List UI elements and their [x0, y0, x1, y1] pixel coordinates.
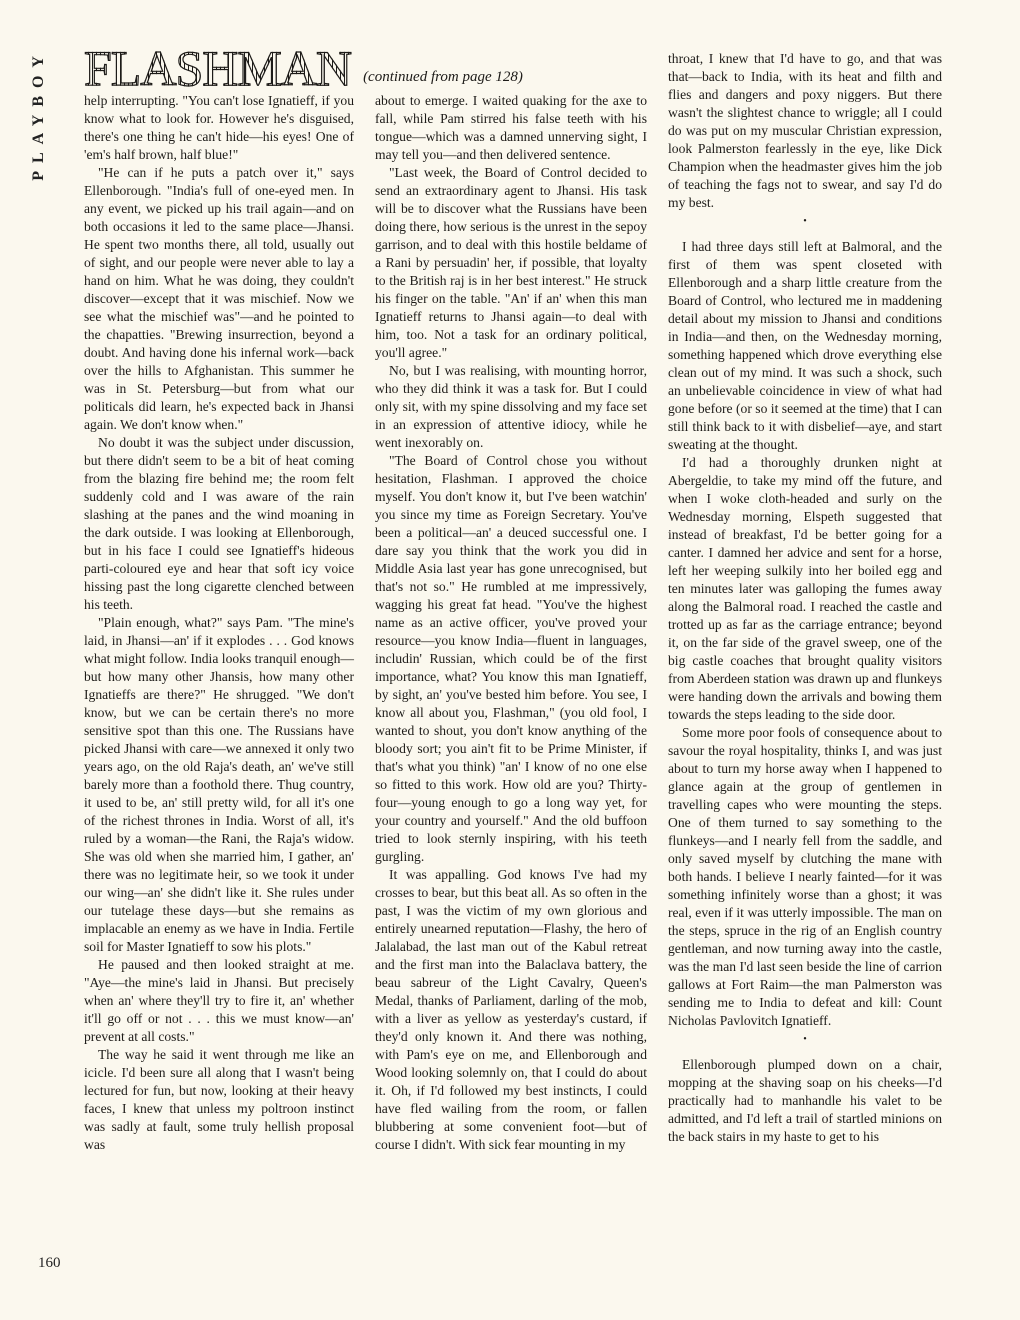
paragraph: help interrupting. "You can't lose Ignatieff, if you know what to look for. However he's disguised, there's one thing he can't hide—his eyes! One of 'em's half brown, half blue!"	[84, 93, 354, 162]
section-break-mark: •	[803, 216, 807, 227]
article-header	[84, 40, 523, 96]
section-break-mark: •	[803, 1034, 807, 1045]
paragraph: I'd had a thoroughly drunken night at Abergeldie, to take my mind off the future, and when I woke cloth-headed and surly on the Wednesday morning, Elspeth suggested that instead of breakfast, I'd be better going for a canter. I damned her advice and sent for a horse, left her weeping sulkily into her boiled egg and ten minutes later was galloping the fumes away along the Balmoral road. I reached the castle and trotted up as far as the carriage entrance; beyond it, on the far side of the gravel sweep, one of the big castle coaches that brought quality visitors from Aberdeen station was drawn up and flunkeys were handing down the arrivals and bowing them towards the steps leading to the side door.	[668, 455, 942, 722]
page-number: 160	[38, 1255, 61, 1271]
paragraph: Some more poor fools of consequence about to savour the royal hospitality, thinks I, and was just about to turn my horse away when I happened to glance again at the group of gentlemen in travelling capes who were mounting the steps. One of them turned to say something to the flunkeys—and I nearly fell from the saddle, and only saved myself by clutching the mane with both hands. I believe I nearly fainted—for it was something infinitely worse than a ghost; it was real, even if it was utterly impossible. The man on the steps, spruce in the rig of an English country gentleman, and now turning away into the castle, was the man I'd last seen beside the line of carrion gallows at Fort Raim—the man Palmerston was sending me to India to defeat and kill: Count Nicholas Pavlovitch Ignatieff.	[668, 725, 942, 1028]
paragraph: The way he said it went through me like an icicle. I'd been sure all along that I wasn't being lectured for fun, but now, looking at their heavy faces, I knew that unless my poltroon instinct was sadly at fault, some truly hellish proposal was	[84, 1047, 354, 1152]
paragraph: "Last week, the Board of Control decided to send an extraordinary agent to Jhansi. His task will be to discover what the Russians have been doing there, how serious is the unrest in the sepoy garrison, and to deal with this hostile beldame of a Rani by persuadin' her, if possible, that loyalty to the British raj is in her best interest." He struck his finger on the table. "An' if an' when this man Ignatieff returns to Jhansi again—to deal with him, too. Not a task for an ordinary political, you'll agree."	[375, 165, 647, 360]
text-column-3	[668, 50, 942, 1146]
paragraph: "The Board of Control chose you without hesitation, Flashman. I approved the choice myself. You don't know it, but I've been watchin' you since my time as Foreign Secretary. You've been a political—an' a deuced successful one. I dare say you think that the work you did in Middle Asia last year has gone unrecognised, but that's not so." He rumbled at me impressively, wagging his great fat head. "You've the highest name as an active officer, you've proved your resource—you know India—fluent in languages, includin' Russian, which could be of the first importance, what? You know this man Ignatieff, by sight, an' you've bested him before. You see, I know all about you, Flashman," (you old fool, I wanted to shout, you don't know anything of the bloody sort; you ain't fit to be Prime Minister, if that's what you think) "an' I know of no one else so fitted to this work. How old are you? Thirty-four—young enough to go a long way yet, for your country and yourself." And the old buffoon tried to look sternly inspiring, with his teeth gurgling.	[375, 453, 647, 864]
paragraph: "He can if he puts a patch over it," says Ellenborough. "India's full of one-eyed men. In any event, we picked up his trail again—and on both occasions it led to the same place—Jhansi. He spent two months there, all told, usually out of sight, and our people were never able to lay a hand on him. What he was doing, they couldn't discover—except that it was mischief. Now we see what the mischief was"—and he pointed to the chapatties. "Brewing insurrection, beyond a doubt. And having done his infernal work—back over the hills to Afghanistan. This summer he was in St. Petersburg—but from what our politicals did learn, he's expected back in Jhansi again. We don't know when."	[84, 165, 354, 432]
magazine-name-vertical: PLAYBOY	[30, 48, 47, 181]
paragraph: I had three days still left at Balmoral, and the first of them was spent closeted with Ellenborough and a sharp little creature from the Board of Control, who lectured me in maddening detail about my mission to Jhansi and conditions in India—and then, on the Wednesday morning, something happened which drove everything else clean out of my mind. It was such a shock, such an unbelievable coincidence in view of what had gone before (or so it seemed at the time) that I can still think back to it with disbelief—aye, and start sweating at the thought.	[668, 239, 942, 452]
paragraph: It was appalling. God knows I've had my crosses to bear, but this beat all. As so often in the past, I was the victim of my own glorious and entirely unearned reputation—Flashy, the hero of Jalalabad, the last man out of the Kabul retreat and the first man into the Balaclava battery, the beau sabreur of the Light Cavalry, Queen's Medal, thanks of Parliament, darling of the mob, with a liver as yellow as yesterday's custard, if they'd only known it. And there was nothing, with Pam's eye on me, and Ellenborough and Wood looking solemnly on, that I could do about it. Oh, if I'd followed my best instincts, I could have fled wailing from the room, or fallen blubbering at some convenient foot—but of course I didn't. With sick fear mounting in my	[375, 867, 647, 1152]
text-column-2	[375, 92, 647, 1154]
paragraph: Ellenborough plumped down on a chair, mopping at the shaving soap on his cheeks—I'd practically had to manhandle his valet to be admitted, and I'd left a trail of startled minions on the back stairs in my haste to get to his	[668, 1057, 942, 1144]
paragraph: throat, I knew that I'd have to go, and that was that—back to India, with its heat and filth and flies and dangers and poxy niggers. But there wasn't the slightest chance to wriggle; all I could do was put on my muscular Christian expression, look Palmerston fearlessly in the eye, like Dick Champion when the headmaster gives him the job of teaching the fags not to swear, and say I'd do my best.	[668, 51, 942, 210]
text-column-1	[84, 92, 354, 1154]
paragraph: No doubt it was the subject under discussion, but there didn't seem to be a bit of heat coming from the blazing fire behind me; the room felt suddenly cold and I was aware of the rain slashing at the panes and the wind moaning in the dark outside. I was looking at Ellenborough, but in his face I could see Ignatieff's hideous parti-coloured eye and hear that soft icy voice hissing past the long cigarette clenched between his teeth.	[84, 435, 354, 612]
paragraph: "Plain enough, what?" says Pam. "The mine's laid, in Jhansi—an' if it explodes . . . God knows what might follow. India looks tranquil enough—but how many other Jhansis, how many other Ignatieffs are there?" He shrugged. "We don't know, but we can be certain there's no more sensitive spot than this one. The Russians have picked Jhansi with care—we annexed it only two years ago, on the old Raja's death, an' we've still barely more than a foothold there. Thug country, it used to be, an' still pretty wild, for all it's one of the richest thrones in India. Worst of all, it's ruled by a woman—the Rani, the Raja's widow. She was old when she married him, I gather, an' there was no legitimate heir, so we took it under our wing—an' she didn't like it. She rules under our tutelage these days—but she remains as implacable an enemy as we have in India. Fertile soil for Master Ignatieff to sow his plots."	[84, 615, 354, 954]
continued-note: (continued from page 128)	[363, 69, 523, 85]
paragraph: No, but I was realising, with mounting horror, who they did think it was a task for. But I could only sit, with my spine dissolving and my face set in an expression of attentive idiocy, while he went inexorably on.	[375, 363, 647, 450]
paragraph: about to emerge. I waited quaking for the axe to fall, while Pam stirred his false teeth with his tongue—which was a damned unnerving sight, I may tell you—and then delivered sentence.	[375, 93, 647, 162]
article-title-logo: FLASHMAN	[84, 40, 352, 96]
paragraph: He paused and then looked straight at me. "Aye—the mine's laid in Jhansi. But precisely when an' where they'll try to fire it, an' whether it'll go off or not . . . this we must know—an' prevent at all costs."	[84, 957, 354, 1044]
